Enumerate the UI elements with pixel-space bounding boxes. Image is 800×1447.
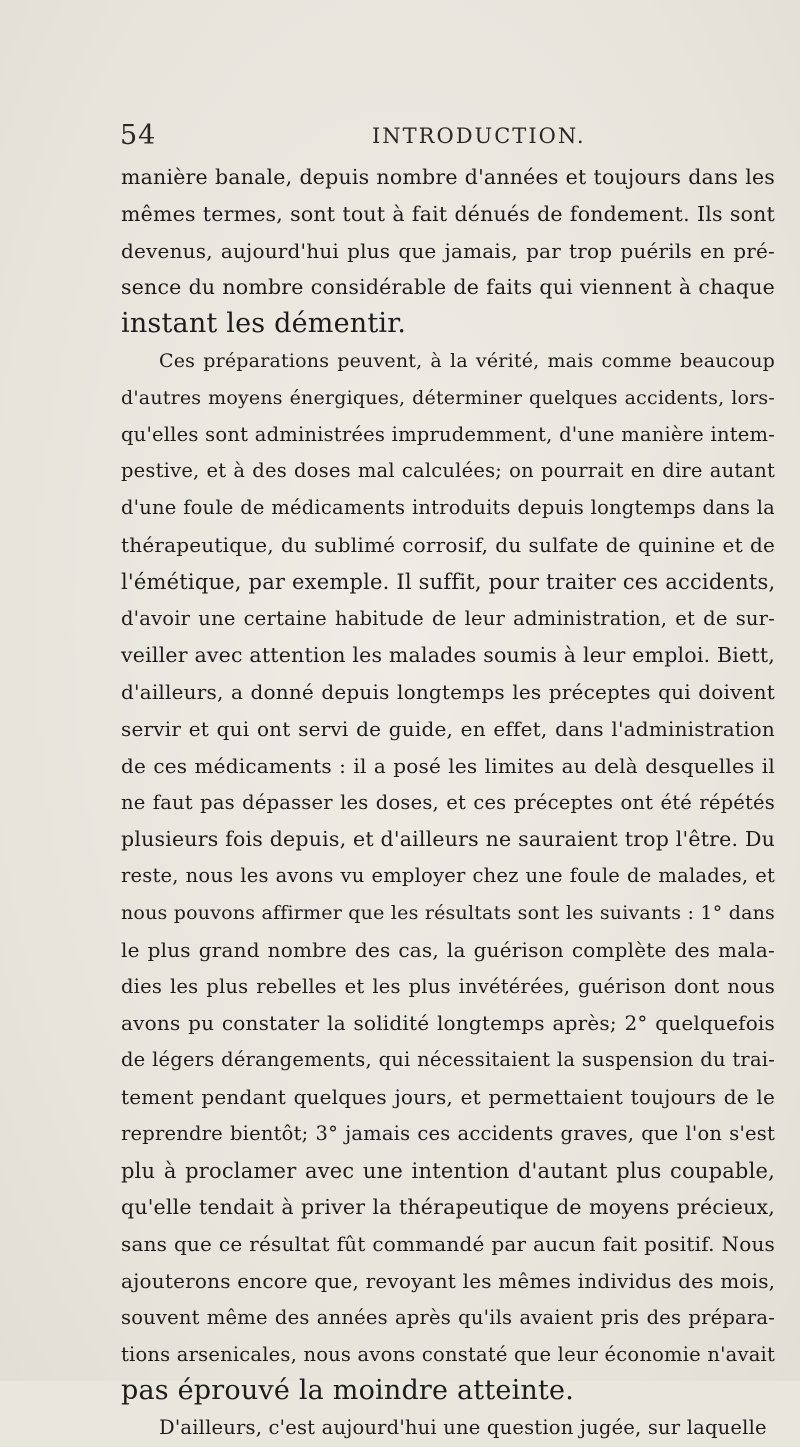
text-line: le plus grand nombre des cas, la guérison complète des mala- [121,937,775,962]
text-line: plu à proclamer avec une intention d'autant plus coupable, [121,1158,775,1183]
text-line: nous pouvons affirmer que les résultats sont les suivants : 1° dans [121,901,775,924]
text-line: plusieurs fois depuis, et d'ailleurs ne sauraient trop l'être. Du [121,827,775,852]
text-line: qu'elle tendait à priver la thérapeutique de moyens précieux, [121,1195,775,1220]
text-line: d'ailleurs, a donné depuis longtemps les préceptes qui doivent [121,680,775,705]
text-line: tions arsenicales, nous avons constaté que leur économie n'avait [121,1342,775,1366]
text-line: sence du nombre considérable de faits qui viennent à chaque [121,275,775,300]
text-line: servir et qui ont servi de guide, en effet, dans l'administration [121,716,775,741]
text-line: ajouterons encore que, revoyant les mêmes individus des mois, [121,1268,776,1293]
running-head [120,120,740,154]
text-line: instant les démentir. [121,308,407,340]
text-line: d'autres moyens énergiques, déterminer quelques accidents, lors- [121,386,775,409]
text-line: D'ailleurs, c'est aujourd'hui une question jugée, sur laquelle [159,1416,767,1440]
body-text [121,159,775,1447]
text-line: devenus, aujourd'hui plus que jamais, par trop puérils en pré- [121,238,775,263]
text-line: souvent même des années après qu'ils avaient pris des prépara- [121,1305,775,1329]
text-line: veiller avec attention les malades soumis à leur emploi. Biett, [121,643,775,668]
text-line: l'émétique, par exemple. Il suffit, pour traiter ces accidents, [121,569,776,594]
text-line: avons pu constater la solidité longtemps après; 2° quelquefois [121,1011,775,1036]
text-line: d'une foule de médicaments introduits depuis longtemps dans la [121,496,775,520]
text-line: pestive, et à des doses mal calculées; on pourrait en dire autant [121,459,775,483]
text-line: dies les plus rebelles et les plus invétérées, guérison dont nous [121,974,775,998]
text-line: thérapeutique, du sublimé corrosif, du sulfate de quinine et de [121,532,775,557]
text-line: reprendre bientôt; 3° jamais ces accidents graves, que l'on s'est [121,1121,775,1145]
text-line: de ces médicaments : il a posé les limites au delà desquelles il [121,753,775,778]
text-line: tement pendant quelques jours, et permettaient toujours de le [121,1084,775,1109]
running-title: INTRODUCTION. [372,124,586,148]
page-number: 54 [120,120,157,151]
text-line: mêmes termes, sont tout à fait dénués de fondement. Ils sont [121,201,775,226]
text-line: sans que ce résultat fût commandé par aucun fait positif. Nous [121,1232,775,1257]
text-line: manière banale, depuis nombre d'années et toujours dans les [121,165,775,189]
text-line: d'avoir une certaine habitude de leur administration, et de sur- [121,606,775,630]
text-line: reste, nous les avons vu employer chez une foule de malades, et [121,864,775,888]
text-line: de légers dérangements, qui nécessitaient la suspension du trai- [121,1048,775,1072]
text-line: Ces préparations peuvent, à la vérité, mais comme beaucoup [159,349,775,372]
text-line: ne faut pas dépasser les doses, et ces préceptes ont été répétés [121,790,775,814]
text-line: pas éprouvé la moindre atteinte. [121,1375,575,1407]
text-line: qu'elles sont administrées imprudemment, d'une manière intem- [121,422,775,446]
